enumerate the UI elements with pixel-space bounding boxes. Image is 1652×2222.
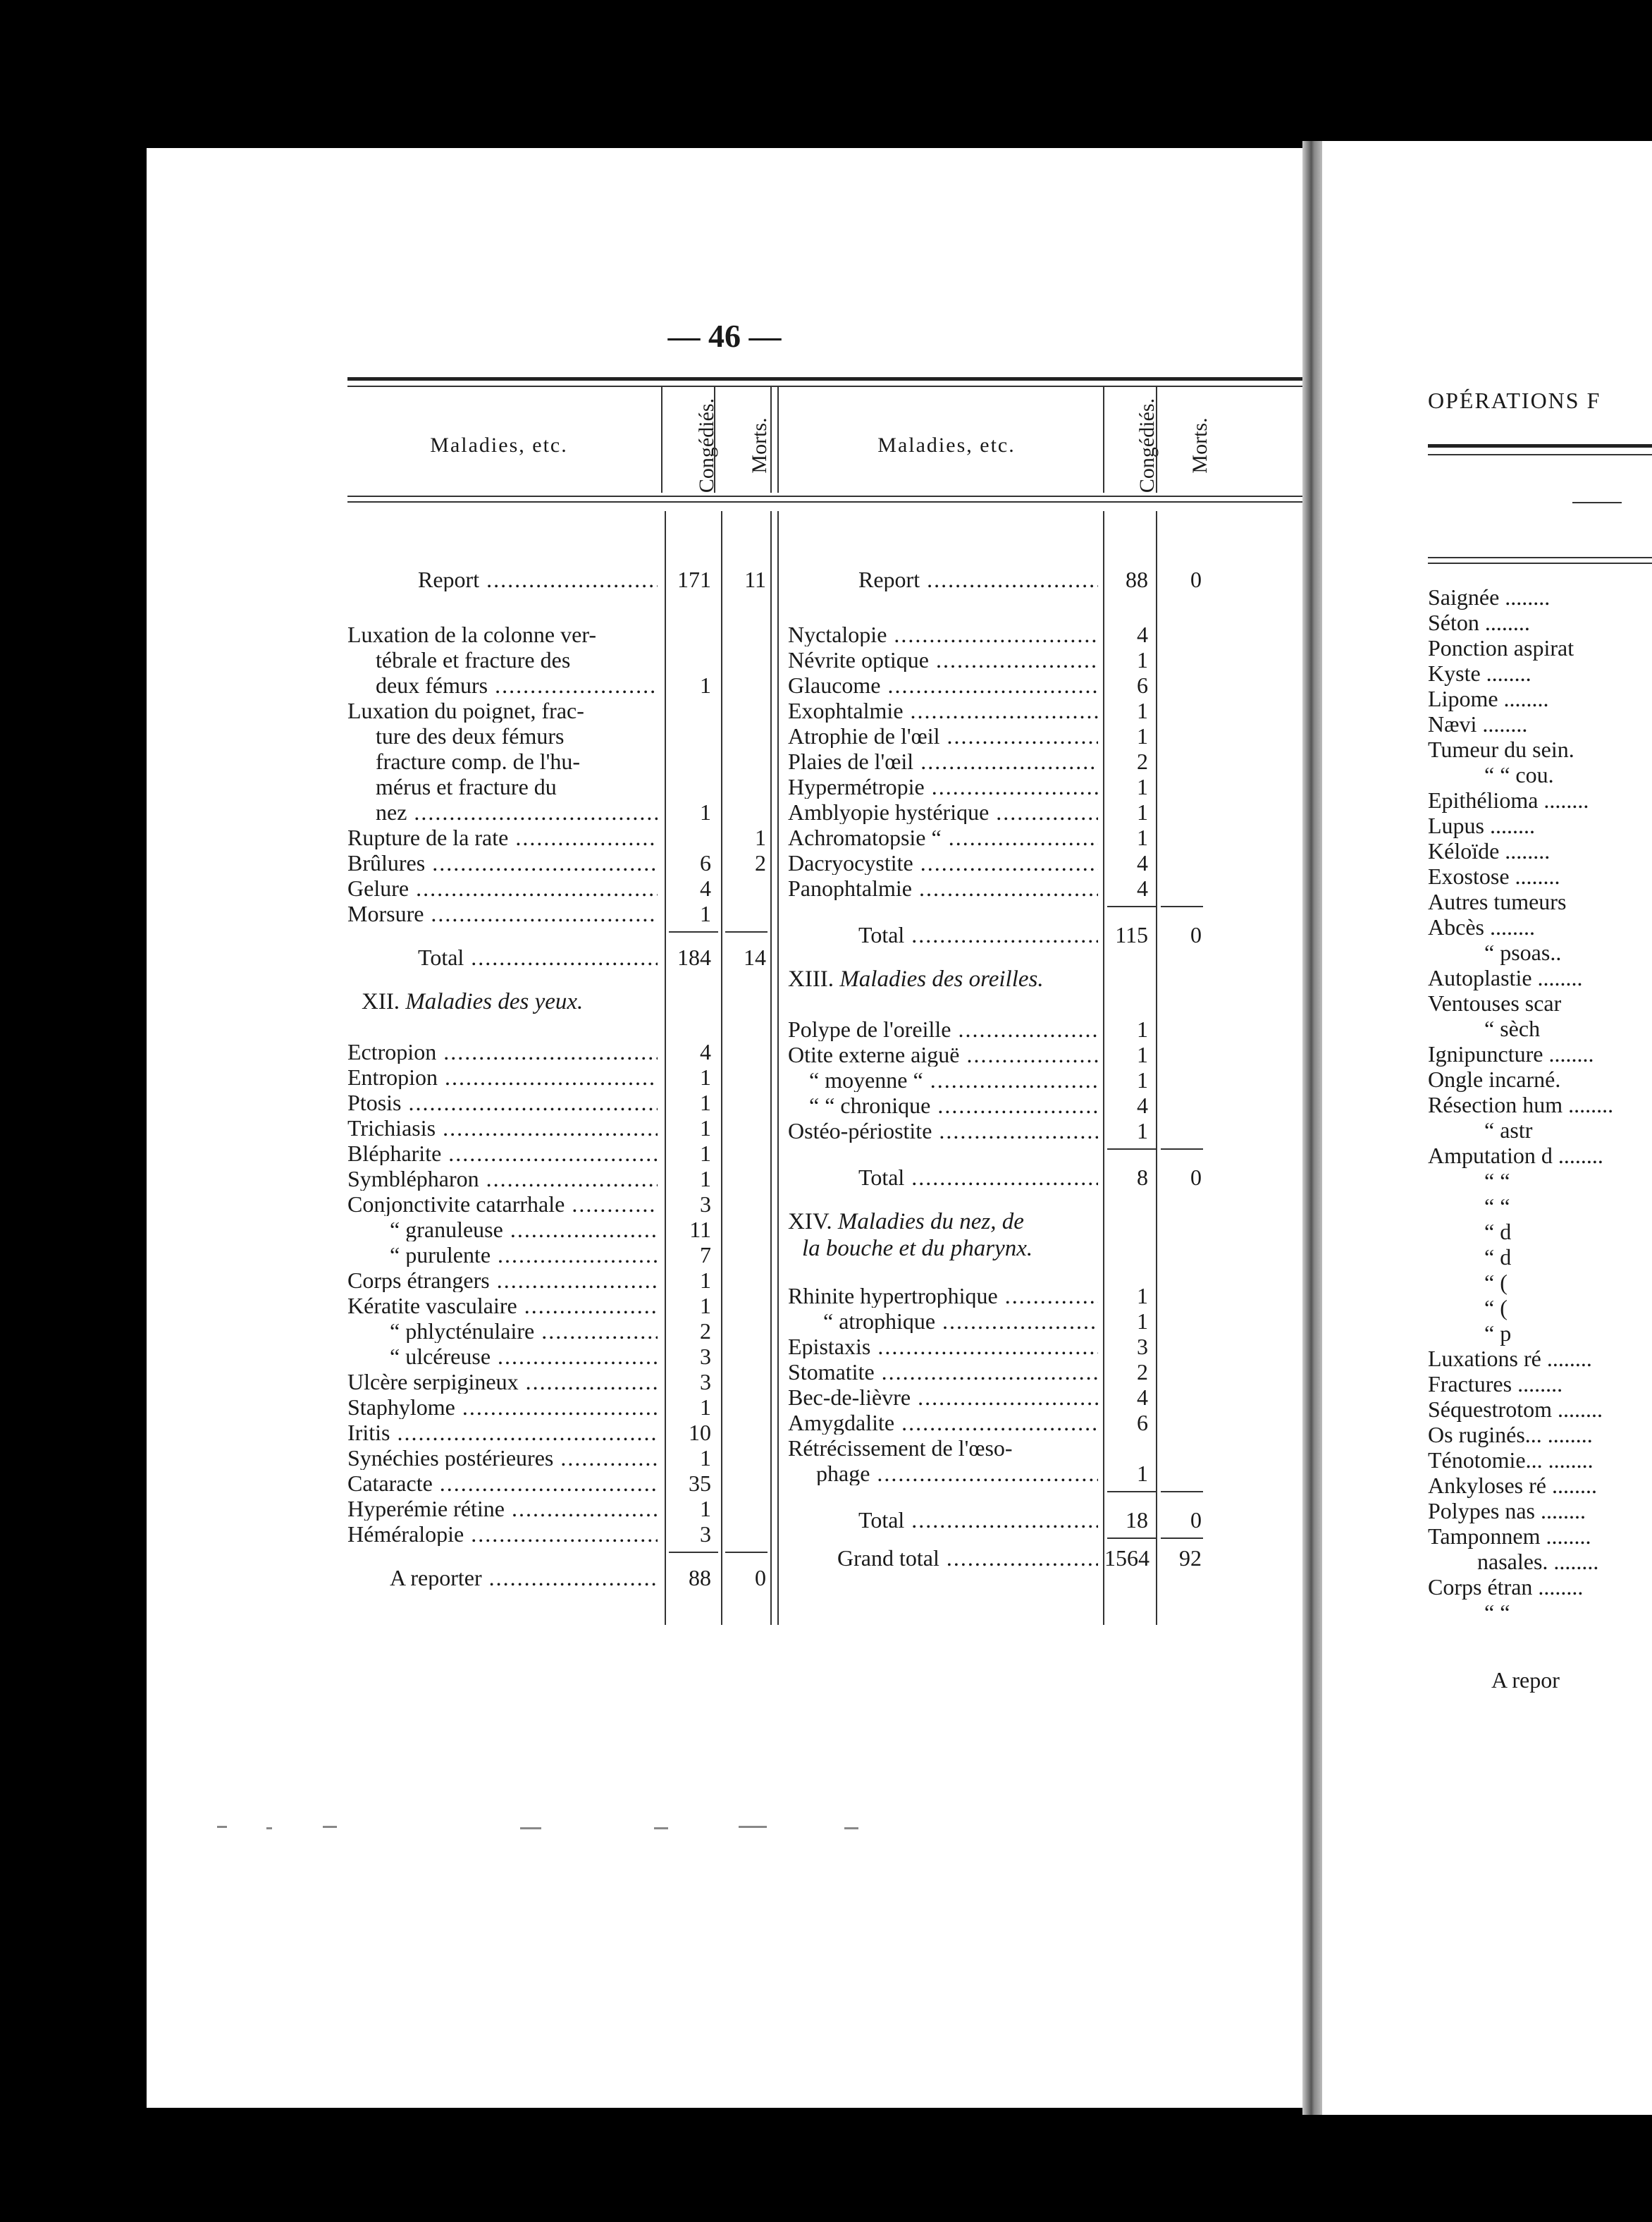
- facing-line: Nævi ........: [1428, 711, 1528, 737]
- entry-label: Atrophie de l'œil .....: [788, 724, 1098, 748]
- facing-line: Ténotomie... ........: [1428, 1447, 1594, 1473]
- entry-morts: 1: [755, 825, 766, 850]
- entry-label: A reporter .....: [390, 1566, 658, 1590]
- facing-line: “ “: [1484, 1168, 1510, 1193]
- entry-congedies: 1: [1137, 1118, 1148, 1143]
- entry-congedies: 1: [1137, 1283, 1148, 1308]
- total-rule: [1107, 1537, 1157, 1539]
- report-morts: 11: [744, 567, 766, 592]
- total-rule: [1161, 1148, 1203, 1150]
- col-line: [714, 387, 715, 493]
- col-line: [1103, 387, 1104, 493]
- entry-congedies: 1: [1137, 723, 1148, 749]
- entry-congedies: 1: [1137, 799, 1148, 825]
- a-reporter-congedies: 88: [689, 1565, 711, 1590]
- entry-congedies: 1: [700, 673, 711, 698]
- facing-page: [1322, 141, 1652, 2115]
- entry-label: tébrale et fracture des: [376, 648, 571, 672]
- entry-label: Rupture de la rate .....: [347, 825, 658, 849]
- entry-label: Bec-de-lièvre .....: [788, 1385, 1098, 1409]
- entry-congedies: 3: [700, 1521, 711, 1547]
- facing-line: Autoplastie ........: [1428, 965, 1583, 990]
- facing-line: “ psoas..: [1484, 940, 1562, 965]
- facing-line: “ “: [1484, 1193, 1510, 1219]
- facing-line: Corps étran ........: [1428, 1574, 1584, 1600]
- entry-congedies: 6: [1137, 1410, 1148, 1435]
- facing-line: “ astr: [1484, 1117, 1533, 1143]
- facing-line: Séquestrotom ........: [1428, 1397, 1603, 1422]
- entry-congedies: 1: [1137, 1461, 1148, 1486]
- entry-label: Ulcère serpigineux .....: [347, 1370, 658, 1394]
- book-gutter: [1302, 141, 1322, 2115]
- entry-label: Glaucome .....: [788, 673, 1098, 697]
- scan-specks: [189, 1819, 1105, 1833]
- entry-label: Nyctalopie .....: [788, 622, 1098, 646]
- total-congedies: 8: [1137, 1165, 1148, 1190]
- entry-label: Héméralopie .....: [347, 1522, 658, 1546]
- facing-page-title: OPÉRATIONS F: [1428, 388, 1601, 413]
- total-morts: 0: [1190, 922, 1202, 947]
- entry-congedies: 2: [700, 1318, 711, 1344]
- entry-congedies: 6: [1137, 673, 1148, 698]
- entry-label: “ granuleuse .....: [390, 1217, 658, 1241]
- entry-congedies: 4: [1137, 1093, 1148, 1118]
- facing-line: Autres tumeurs: [1428, 889, 1567, 914]
- col-line: [721, 511, 722, 1625]
- header-congedies-right: Congédiés.: [1135, 398, 1159, 493]
- a-reporter-morts: 0: [755, 1565, 766, 1590]
- entry-congedies: 4: [700, 876, 711, 901]
- entry-congedies: 2: [1137, 749, 1148, 774]
- entry-congedies: 4: [1137, 1385, 1148, 1410]
- entry-congedies: 4: [1137, 622, 1148, 647]
- entry-label: “ purulente .....: [390, 1243, 658, 1267]
- col-line: [770, 511, 772, 1625]
- total-rule: [1107, 906, 1157, 907]
- entry-label: Névrite optique .....: [788, 648, 1098, 672]
- entry-congedies: 1: [700, 799, 711, 825]
- facing-line: “ d: [1484, 1244, 1512, 1270]
- specks-svg: [189, 1819, 1105, 1861]
- facing-line: Epithélioma ........: [1428, 787, 1589, 813]
- facing-line: “ p: [1484, 1320, 1512, 1346]
- total-morts: 0: [1190, 1165, 1202, 1190]
- entry-label: Brûlures .....: [347, 851, 658, 875]
- facing-line: Tumeur du sein.: [1428, 737, 1574, 762]
- total-rule: [1161, 1491, 1203, 1492]
- entry-label: Luxation de la colonne ver-: [347, 622, 596, 646]
- entry-label: mérus et fracture du: [376, 775, 557, 799]
- entry-label: Synéchies postérieures .....: [347, 1446, 658, 1470]
- entry-congedies: 1: [700, 1445, 711, 1471]
- facing-line: Ongle incarné.: [1428, 1067, 1561, 1092]
- total-morts: 14: [744, 945, 766, 970]
- entry-label: Blépharite .....: [347, 1141, 658, 1165]
- total-rule: [669, 1552, 718, 1553]
- total-morts: 0: [1190, 1507, 1202, 1533]
- header-morts-right: Morts.: [1188, 417, 1212, 474]
- total-rule: [1107, 1148, 1157, 1150]
- entry-label: Total .....: [858, 1165, 1098, 1189]
- entry-congedies: 2: [1137, 1359, 1148, 1385]
- entry-congedies: 6: [700, 850, 711, 876]
- entry-label: “ atrophique .....: [823, 1309, 1098, 1333]
- entry-label: Ptosis .....: [347, 1091, 658, 1115]
- entry-label: “ moyenne “ .....: [809, 1068, 1098, 1092]
- entry-label: Staphylome .....: [347, 1395, 658, 1419]
- entry-congedies: 3: [700, 1344, 711, 1369]
- entry-label: Grand total .....: [837, 1546, 1098, 1570]
- facing-line: Résection hum ........: [1428, 1092, 1614, 1117]
- entry-congedies: 1: [700, 1394, 711, 1420]
- entry-label: deux fémurs .....: [376, 673, 658, 697]
- entry-label: Amblyopie hystérique .....: [788, 800, 1098, 824]
- entry-label: “ ulcéreuse .....: [390, 1344, 658, 1368]
- grand-total-congedies: 1564: [1104, 1545, 1149, 1571]
- total-rule: [725, 931, 768, 933]
- entry-congedies: 1: [1137, 647, 1148, 673]
- left-page: [147, 148, 1302, 2108]
- facing-line: Kéloïde ........: [1428, 838, 1551, 864]
- facing-line: “ (: [1484, 1270, 1508, 1295]
- entry-label: Luxation du poignet, frac-: [347, 699, 584, 723]
- entry-label: Symblépharon .....: [347, 1167, 658, 1191]
- report-congedies: 88: [1126, 567, 1148, 592]
- col-line: [770, 387, 772, 493]
- facing-line: “ “ cou.: [1484, 762, 1554, 787]
- facing-line: “ sèch: [1484, 1016, 1541, 1041]
- total-congedies: 18: [1126, 1507, 1148, 1533]
- entry-congedies: 7: [700, 1242, 711, 1267]
- entry-label: Hyperémie rétine .....: [347, 1497, 658, 1521]
- total-rule: [1161, 1537, 1203, 1539]
- facing-line: “ “: [1484, 1600, 1510, 1625]
- entry-congedies: 1: [700, 1141, 711, 1166]
- entry-congedies: 10: [689, 1420, 711, 1445]
- entry-congedies: 4: [1137, 876, 1148, 901]
- entry-congedies: 1: [1137, 1308, 1148, 1334]
- entry-label: Total .....: [858, 923, 1098, 947]
- entry-congedies: 1: [700, 1115, 711, 1141]
- facing-line: Tamponnem ........: [1428, 1523, 1591, 1549]
- entry-label: Dacryocystite .....: [788, 851, 1098, 875]
- facing-line: Lipome ........: [1428, 686, 1549, 711]
- facing-header-rule: [1428, 557, 1652, 558]
- facing-line: Polypes nas ........: [1428, 1498, 1586, 1523]
- facing-line: A repor: [1491, 1667, 1560, 1693]
- entry-label: Total .....: [418, 945, 658, 969]
- entry-congedies: 35: [689, 1471, 711, 1496]
- facing-rule: [1428, 444, 1652, 448]
- report-congedies: 171: [677, 567, 711, 592]
- entry-label: Rétrécissement de l'œso-: [788, 1436, 1013, 1460]
- total-congedies: 184: [677, 945, 711, 970]
- page-number: — 46 —: [667, 318, 782, 354]
- entry-label: Cataracte .....: [347, 1471, 658, 1495]
- facing-line: nasales. ........: [1477, 1549, 1599, 1574]
- entry-label: Achromatopsie “ .....: [788, 825, 1098, 849]
- entry-congedies: 3: [700, 1369, 711, 1394]
- total-rule: [1107, 1491, 1157, 1492]
- entry-label: Exophtalmie .....: [788, 699, 1098, 723]
- entry-congedies: 3: [1137, 1334, 1148, 1359]
- entry-label: Ostéo-périostite .....: [788, 1119, 1098, 1143]
- total-congedies: 115: [1115, 922, 1148, 947]
- facing-line: Exostose ........: [1428, 864, 1560, 889]
- entry-congedies: 1: [700, 1064, 711, 1090]
- entry-congedies: 4: [700, 1039, 711, 1064]
- entry-morts: 2: [755, 850, 766, 876]
- section-heading-xiii: XIII. Maladies des oreilles.: [788, 966, 1044, 992]
- facing-line: Lupus ........: [1428, 813, 1535, 838]
- entry-congedies: 3: [700, 1191, 711, 1217]
- entry-label: Plaies de l'œil .....: [788, 749, 1098, 773]
- entry-label: Stomatite .....: [788, 1360, 1098, 1384]
- entry-label: Conjonctivite catarrhale .....: [347, 1192, 658, 1216]
- grand-total-morts: 92: [1179, 1545, 1202, 1571]
- entry-label: Ectropion .....: [347, 1040, 658, 1064]
- facing-line: Amputation d ........: [1428, 1143, 1603, 1168]
- entry-congedies: 1: [700, 1166, 711, 1191]
- facing-line: “ d: [1484, 1219, 1512, 1244]
- entry-label: ture des deux fémurs: [376, 724, 565, 748]
- entry-congedies: 1: [1137, 1067, 1148, 1093]
- entry-congedies: 4: [1137, 850, 1148, 876]
- facing-line: Ankyloses ré ........: [1428, 1473, 1597, 1498]
- facing-line: Fractures ........: [1428, 1371, 1563, 1397]
- entry-label: Panophtalmie .....: [788, 876, 1098, 900]
- entry-label: nez .....: [376, 800, 658, 824]
- entry-congedies: 1: [700, 1293, 711, 1318]
- entry-label: Gelure .....: [347, 876, 658, 900]
- total-rule: [1161, 906, 1203, 907]
- section-heading-xii: XII. Maladies des yeux.: [362, 989, 584, 1014]
- col-line: [661, 387, 662, 493]
- entry-congedies: 1: [700, 1267, 711, 1293]
- entry-label: “ phlycténulaire .....: [390, 1319, 658, 1343]
- entry-label: “ “ chronique .....: [809, 1093, 1098, 1117]
- entry-congedies: 1: [1137, 698, 1148, 723]
- facing-line: Ignipuncture ........: [1428, 1041, 1594, 1067]
- facing-line: Luxations ré ........: [1428, 1346, 1592, 1371]
- col-line: [777, 387, 779, 493]
- entry-label: Polype de l'oreille .....: [788, 1017, 1098, 1041]
- entry-label: fracture comp. de l'hu-: [376, 749, 581, 773]
- entry-label: Iritis .....: [347, 1420, 658, 1444]
- facing-line: Ventouses scar: [1428, 990, 1562, 1016]
- entry-congedies: 1: [700, 901, 711, 926]
- header-maladies-left: Maladies, etc.: [430, 434, 568, 457]
- entry-congedies: 1: [1137, 774, 1148, 799]
- facing-line: Os ruginés... ........: [1428, 1422, 1593, 1447]
- header-congedies-left: Congédiés.: [695, 398, 718, 493]
- facing-line: Saignée ........: [1428, 584, 1551, 610]
- total-rule: [725, 1552, 768, 1553]
- entry-congedies: 1: [1137, 1017, 1148, 1042]
- col-line: [1156, 387, 1157, 493]
- entry-label: Otite externe aiguë .....: [788, 1043, 1098, 1067]
- entry-label: Kératite vasculaire .....: [347, 1294, 658, 1318]
- entry-congedies: 1: [1137, 825, 1148, 850]
- col-line: [777, 511, 779, 1625]
- header-morts-left: Morts.: [748, 417, 771, 474]
- entry-congedies: 11: [689, 1217, 711, 1242]
- entry-congedies: 1: [700, 1090, 711, 1115]
- entry-congedies: 1: [700, 1496, 711, 1521]
- facing-short-rule: [1572, 502, 1622, 503]
- entry-label: Hypermétropie .....: [788, 775, 1098, 799]
- entry-label: Morsure .....: [347, 902, 658, 926]
- total-rule: [669, 931, 718, 933]
- entry-label: Total .....: [858, 1508, 1098, 1532]
- section-heading-xiv-line2: la bouche et du pharynx.: [802, 1236, 1033, 1261]
- statistics-table: [347, 377, 1362, 1702]
- entry-label: Report .....: [418, 567, 658, 591]
- entry-label: Corps étrangers .....: [347, 1268, 658, 1292]
- section-heading-xiv: XIV. Maladies du nez, de: [788, 1209, 1024, 1234]
- entry-label: Report .....: [858, 567, 1098, 591]
- facing-line: Ponction aspirat: [1428, 635, 1574, 661]
- entry-label: Amygdalite .....: [788, 1411, 1098, 1435]
- report-morts: 0: [1190, 567, 1202, 592]
- facing-header-rule-2: [1428, 563, 1652, 564]
- entry-label: Rhinite hypertrophique .....: [788, 1284, 1098, 1308]
- entry-congedies: 1: [1137, 1042, 1148, 1067]
- facing-line: Abcès ........: [1428, 914, 1535, 940]
- facing-line: Séton ........: [1428, 610, 1530, 635]
- entry-label: Epistaxis .....: [788, 1334, 1098, 1358]
- entry-label: phage .....: [816, 1461, 1098, 1485]
- entry-label: Entropion .....: [347, 1065, 658, 1089]
- entry-label: Trichiasis .....: [347, 1116, 658, 1140]
- facing-rule-thin: [1428, 454, 1652, 455]
- header-maladies-right: Maladies, etc.: [877, 434, 1016, 457]
- facing-line: Kyste ........: [1428, 661, 1531, 686]
- col-line: [1156, 511, 1157, 1625]
- facing-line: “ (: [1484, 1295, 1508, 1320]
